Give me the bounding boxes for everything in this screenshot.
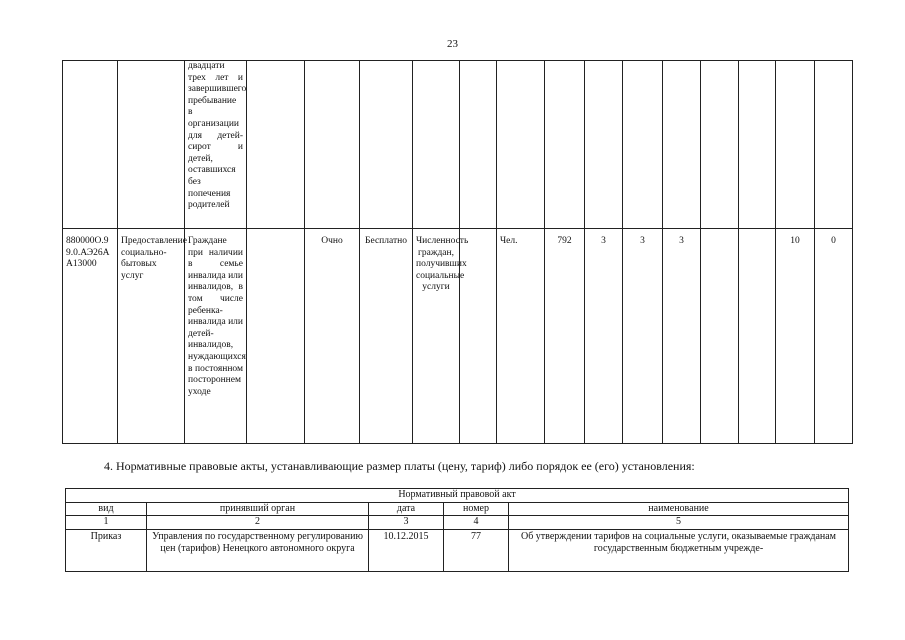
column-number: 2 — [147, 516, 369, 530]
acts-table-title: Нормативный правовой акт — [66, 489, 849, 503]
header-date: дата — [369, 502, 444, 516]
column-number: 5 — [509, 516, 849, 530]
section-heading: 4. Нормативные правовые акты, устанавливающие размер платы (цену, тариф) либо порядок ее (его) установления: — [104, 459, 695, 473]
act-row — [66, 529, 849, 571]
deviation-percent: 10 — [790, 236, 800, 246]
unit-name: Чел. — [500, 236, 518, 246]
payment-type: Бесплатно — [365, 236, 407, 246]
act-date: 10.12.2015 — [369, 529, 444, 571]
category-text-continued: двадцати трех лет и завершившего пребывание в организации для детей-сирот и детей, оставшихся без попечения родителей — [188, 61, 247, 211]
services-table — [62, 60, 853, 444]
act-authority: Управления по государственному регулированию цен (тарифов) Ненецкого автономного округа — [147, 529, 369, 571]
deviation-absolute: 0 — [831, 236, 836, 246]
continuation-row — [63, 61, 853, 229]
acts-numbers-row — [66, 516, 849, 530]
act-title: Об утверждении тарифов на социальные услуги, оказываемые гражданам государственным бюджетным учрежде- — [509, 529, 849, 571]
column-number: 4 — [444, 516, 509, 530]
category-text: Граждане при наличии в семье инвалида или инвалидов, в том числе ребенка-инвалида или детей-инвалидов, нуждающихся в постоянном постороннем уходе — [188, 236, 246, 397]
header-type: вид — [66, 502, 147, 516]
header-title: наименование — [509, 502, 849, 516]
column-number: 1 — [66, 516, 147, 530]
page-number: 23 — [447, 38, 458, 50]
value-year-3: 3 — [679, 236, 684, 246]
column-number: 3 — [369, 516, 444, 530]
okei-code: 792 — [557, 236, 572, 246]
value-year-1: 3 — [601, 236, 606, 246]
act-number: 77 — [444, 529, 509, 571]
header-authority: принявший орган — [147, 502, 369, 516]
registry-number: 880000О.99.0.АЭ26АА13000 — [66, 236, 110, 270]
service-form: Очно — [321, 236, 343, 246]
service-row — [63, 229, 853, 444]
legal-acts-table — [65, 488, 849, 572]
indicator-name: Численность граждан, получивших социальные услуги — [416, 236, 469, 293]
service-name: Предоставление социально-бытовых услуг — [121, 236, 187, 281]
acts-header-row — [66, 502, 849, 516]
act-type: Приказ — [66, 529, 147, 571]
value-year-2: 3 — [640, 236, 645, 246]
acts-title-row — [66, 489, 849, 503]
header-number: номер — [444, 502, 509, 516]
